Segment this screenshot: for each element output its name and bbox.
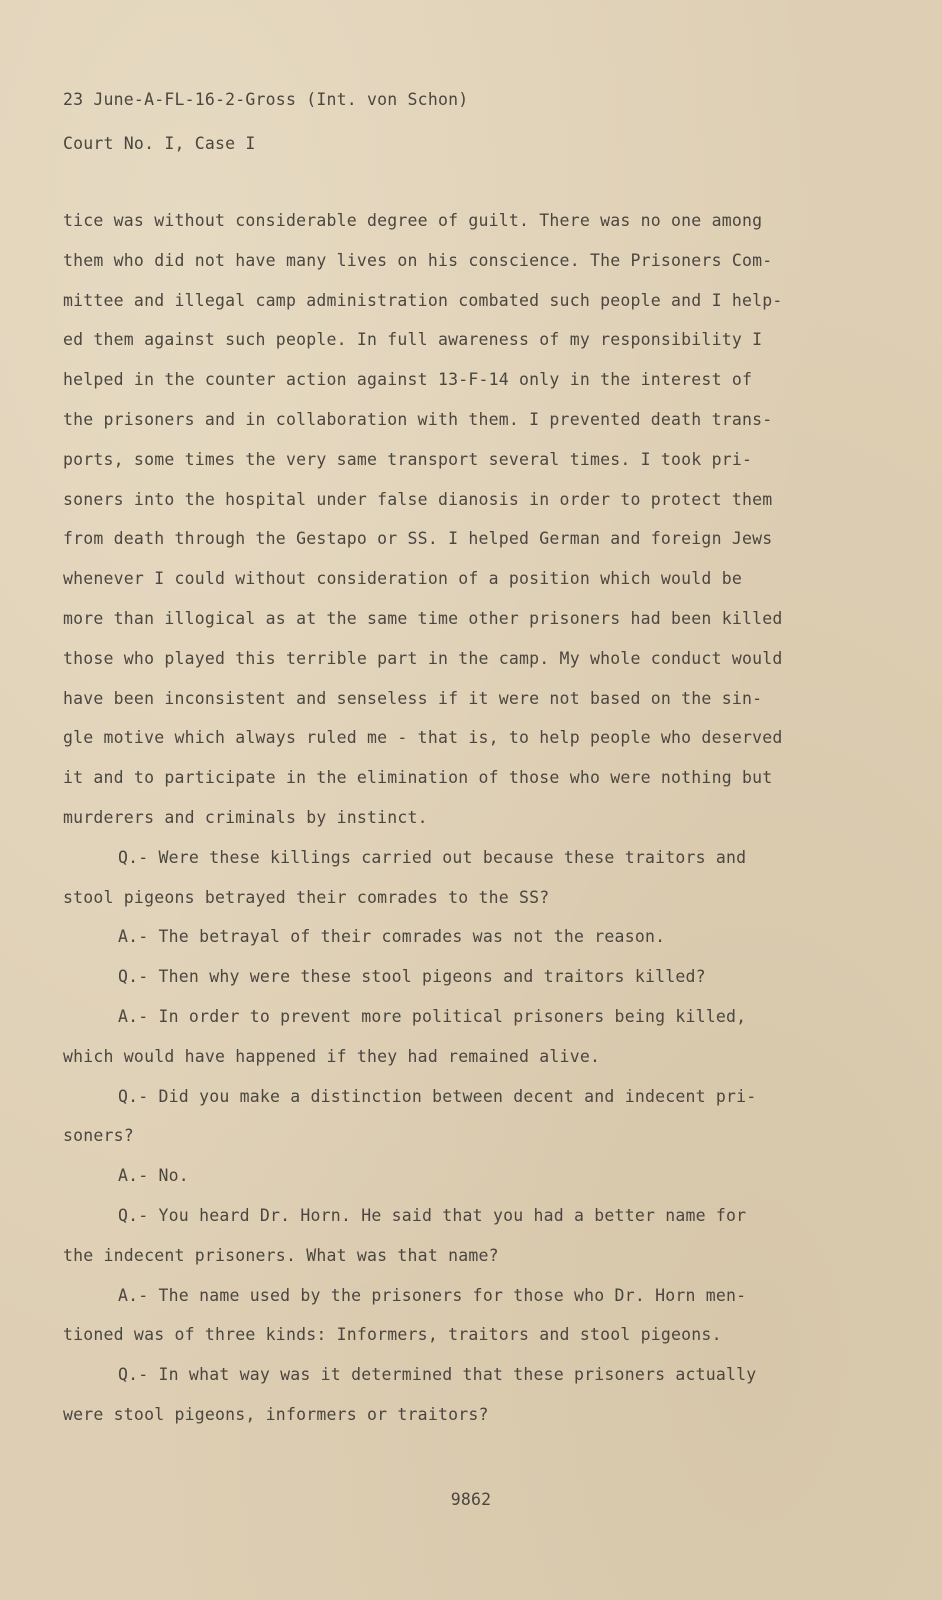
question-line: Q.- Did you make a distinction between decent and indecent pri- (118, 1086, 757, 1106)
text-line: stool pigeons betrayed their comrades to the SS? (63, 887, 550, 907)
answer-line: A.- In order to prevent more political prisoners being killed, (118, 1006, 747, 1026)
transcript-body (63, 209, 903, 1443)
answer-line: A.- No. (118, 1166, 189, 1186)
text-line: tioned was of three kinds: Informers, traitors and stool pigeons. (63, 1325, 722, 1345)
text-line: were stool pigeons, informers or traitors? (63, 1404, 489, 1424)
question-line: Q.- In what way was it determined that these prisoners actually (118, 1365, 757, 1385)
text-line: ed them against such people. In full awareness of my responsibility I (63, 330, 763, 350)
court-case-label: Court No. I, Case I (63, 134, 256, 153)
answer-line: A.- The betrayal of their comrades was not the reason. (118, 927, 666, 947)
text-line: have been inconsistent and senseless if it were not based on the sin- (63, 688, 763, 708)
text-line: murderers and criminals by instinct. (63, 807, 428, 827)
text-line: whenever I could without consideration of a position which would be (63, 569, 742, 589)
case-reference: 23 June-A-FL-16-2-Gross (Int. von Schon) (63, 90, 469, 109)
question-line: Q.- Were these killings carried out because these traitors and (118, 847, 747, 867)
question-line: Q.- You heard Dr. Horn. He said that you had a better name for (118, 1205, 747, 1225)
text-line: mittee and illegal camp administration combated such people and I help- (63, 290, 783, 310)
question-line: Q.- Then why were these stool pigeons and traitors killed? (118, 967, 706, 987)
text-line: soners into the hospital under false dianosis in order to protect them (63, 489, 773, 509)
text-line: more than illogical as at the same time other prisoners had been killed (63, 608, 783, 628)
text-line: soners? (63, 1126, 134, 1146)
text-line: those who played this terrible part in the camp. My whole conduct would (63, 648, 783, 668)
text-line: from death through the Gestapo or SS. I helped German and foreign Jews (63, 529, 773, 549)
answer-line: A.- The name used by the prisoners for those who Dr. Horn men- (118, 1285, 747, 1305)
text-line: helped in the counter action against 13-F-14 only in the interest of (63, 370, 753, 390)
text-line: gle motive which always ruled me - that is, to help people who deserved (63, 728, 783, 748)
text-line: tice was without considerable degree of guilt. There was no one among (63, 211, 763, 230)
text-line: ports, some times the very same transport several times. I took pri- (63, 449, 753, 469)
text-line: them who did not have many lives on his conscience. The Prisoners Com- (63, 250, 773, 270)
text-line: it and to participate in the elimination of those who were nothing but (63, 768, 773, 788)
text-line: which would have happened if they had remained alive. (63, 1046, 601, 1066)
text-line: the indecent prisoners. What was that name? (63, 1245, 499, 1265)
text-line: the prisoners and in collaboration with them. I prevented death trans- (63, 409, 773, 429)
page-number: 9862 (450, 1490, 492, 1509)
